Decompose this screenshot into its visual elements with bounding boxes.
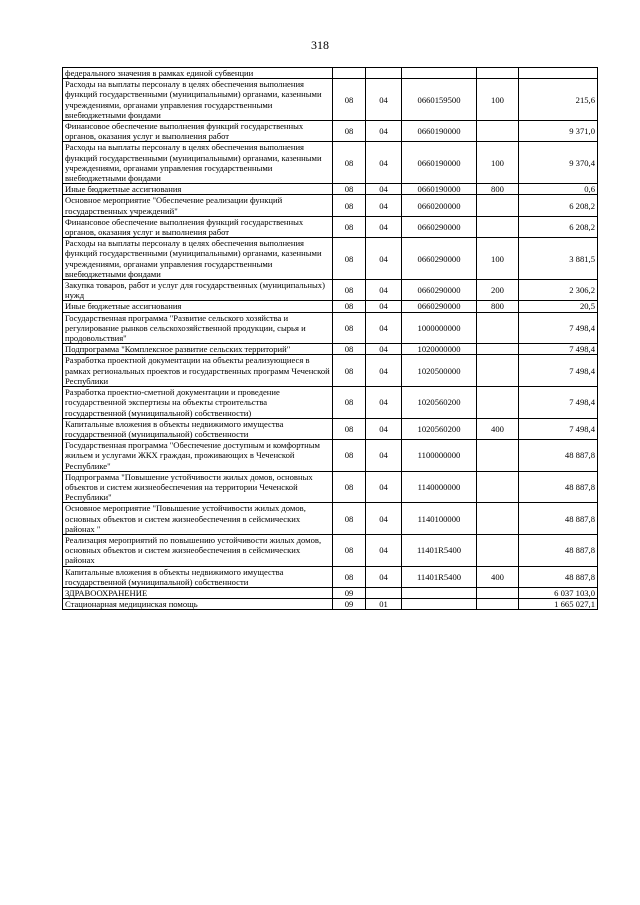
table-row [63,471,598,503]
section-code-cell [333,68,366,79]
amount-cell: 6 208,2 [519,195,598,216]
expense-type-cell [477,503,519,535]
target-article-cell: 1020500000 [402,355,477,387]
budget-table [62,67,598,610]
row-name-cell: федерального значения в рамках единой субвенции [63,68,333,79]
row-name-cell: Основное мероприятие "Обеспечение реализации функций государственных учреждений" [63,195,333,216]
expense-type-cell [477,195,519,216]
expense-type-cell [477,599,519,610]
row-name-cell: Государственная программа "Развитие сельского хозяйства и регулирование рынков сельскохозяйственной продукции, сырья и продовольствия" [63,312,333,344]
row-name-cell: Финансовое обеспечение выполнения функций государственных органов, оказания услуг и выполнения работ [63,121,333,142]
row-name-cell: Реализация мероприятий по повышению устойчивости жилых домов, основных объектов и систем жизнеобеспечения в сейсмических районах [63,534,333,566]
amount-cell: 7 498,4 [519,418,598,439]
section-code-cell: 08 [333,142,366,184]
table-row [63,238,598,280]
expense-type-cell [477,216,519,237]
table-row [63,216,598,237]
expense-type-cell [477,471,519,503]
subsection-code-cell: 04 [366,312,402,344]
table-row [63,534,598,566]
amount-cell: 7 498,4 [519,312,598,344]
expense-type-cell: 100 [477,79,519,121]
amount-cell: 7 498,4 [519,387,598,419]
target-article-cell [402,599,477,610]
expense-type-cell [477,387,519,419]
subsection-code-cell: 04 [366,184,402,195]
section-code-cell: 08 [333,418,366,439]
amount-cell: 9 370,4 [519,142,598,184]
expense-type-cell [477,587,519,598]
target-article-cell: 0660290000 [402,301,477,312]
row-name-cell: Разработка проектно-сметной документации и проведение государственной экспертизы на объекты строительства государственной (муниципальной) собственности) [63,387,333,419]
section-code-cell: 08 [333,355,366,387]
amount-cell: 6 208,2 [519,216,598,237]
section-code-cell: 08 [333,566,366,587]
section-code-cell: 08 [333,184,366,195]
section-code-cell: 08 [333,195,366,216]
target-article-cell: 0660290000 [402,280,477,301]
expense-type-cell [477,440,519,472]
budget-table-body [63,68,598,610]
amount-cell: 48 887,8 [519,471,598,503]
section-code-cell: 08 [333,534,366,566]
target-article-cell: 0660200000 [402,195,477,216]
subsection-code-cell [366,68,402,79]
page-number: 318 [311,38,329,52]
target-article-cell: 0660190000 [402,184,477,195]
amount-cell: 48 887,8 [519,566,598,587]
subsection-code-cell [366,587,402,598]
expense-type-cell: 400 [477,566,519,587]
row-name-cell: Стационарная медицинская помощь [63,599,333,610]
expense-type-cell: 800 [477,184,519,195]
table-row [63,312,598,344]
row-name-cell: ЗДРАВООХРАНЕНИЕ [63,587,333,598]
expense-type-cell: 800 [477,301,519,312]
table-row [63,184,598,195]
subsection-code-cell: 01 [366,599,402,610]
table-row [63,355,598,387]
subsection-code-cell: 04 [366,418,402,439]
expense-type-cell [477,121,519,142]
table-row [63,121,598,142]
row-name-cell: Закупка товаров, работ и услуг для государственных (муниципальных) нужд [63,280,333,301]
table-row [63,503,598,535]
amount-cell [519,68,598,79]
target-article-cell: 0660290000 [402,238,477,280]
target-article-cell: 1000000000 [402,312,477,344]
section-code-cell: 09 [333,587,366,598]
target-article-cell: 1020560200 [402,418,477,439]
table-row [63,280,598,301]
section-code-cell: 08 [333,471,366,503]
row-name-cell: Основное мероприятие "Повышение устойчивости жилых домов, основных объектов и систем жизнеобеспечения в сейсмических районах " [63,503,333,535]
table-row [63,387,598,419]
amount-cell: 48 887,8 [519,534,598,566]
subsection-code-cell: 04 [366,238,402,280]
amount-cell: 20,5 [519,301,598,312]
expense-type-cell: 100 [477,142,519,184]
target-article-cell: 1020560200 [402,387,477,419]
subsection-code-cell: 04 [366,503,402,535]
expense-type-cell [477,534,519,566]
table-row [63,301,598,312]
expense-type-cell [477,68,519,79]
section-code-cell: 09 [333,599,366,610]
target-article-cell: 1140100000 [402,503,477,535]
section-code-cell: 08 [333,121,366,142]
row-name-cell: Расходы на выплаты персоналу в целях обеспечения выполнения функций государственными (муниципальными) органами, казенными учреждениями, органами управления государственными внебюджетными фондами [63,238,333,280]
table-row [63,79,598,121]
section-code-cell: 08 [333,344,366,355]
expense-type-cell [477,344,519,355]
table-row [63,418,598,439]
row-name-cell: Расходы на выплаты персоналу в целях обеспечения выполнения функций государственными (муниципальными) органами, казенными учреждениями, органами управления государственными внебюджетными фондами [63,79,333,121]
target-article-cell: 1100000000 [402,440,477,472]
table-row [63,440,598,472]
section-code-cell: 08 [333,503,366,535]
row-name-cell: Расходы на выплаты персоналу в целях обеспечения выполнения функций государственными (муниципальными) органами, казенными учреждениями, органами управления государственными внебюджетными фондами [63,142,333,184]
target-article-cell: 1020000000 [402,344,477,355]
target-article-cell: 0660190000 [402,121,477,142]
table-row [63,587,598,598]
section-code-cell: 08 [333,280,366,301]
subsection-code-cell: 04 [366,566,402,587]
subsection-code-cell: 04 [366,142,402,184]
target-article-cell: 1140000000 [402,471,477,503]
section-code-cell: 08 [333,440,366,472]
row-name-cell: Подпрограмма "Комплексное развитие сельских территорий" [63,344,333,355]
row-name-cell: Разработка проектной документации на объекты реализующиеся в рамках региональных проектов и государственных программ Чеченской Республики [63,355,333,387]
section-code-cell: 08 [333,387,366,419]
target-article-cell: 0660190000 [402,142,477,184]
subsection-code-cell: 04 [366,387,402,419]
target-article-cell: 0660290000 [402,216,477,237]
amount-cell: 215,6 [519,79,598,121]
row-name-cell: Финансовое обеспечение выполнения функций государственных органов, оказания услуг и выполнения работ [63,216,333,237]
table-row [63,195,598,216]
expense-type-cell [477,312,519,344]
amount-cell: 3 881,5 [519,238,598,280]
section-code-cell: 08 [333,79,366,121]
amount-cell: 0,6 [519,184,598,195]
row-name-cell: Иные бюджетные ассигнования [63,184,333,195]
table-row [63,566,598,587]
amount-cell: 7 498,4 [519,344,598,355]
subsection-code-cell: 04 [366,355,402,387]
expense-type-cell: 400 [477,418,519,439]
expense-type-cell [477,355,519,387]
table-row [63,599,598,610]
target-article-cell: 11401R5400 [402,566,477,587]
table-row [63,68,598,79]
table-row [63,142,598,184]
row-name-cell: Капитальные вложения в объекты недвижимого имущества государственной (муниципальной) собственности [63,418,333,439]
amount-cell: 6 037 103,0 [519,587,598,598]
target-article-cell [402,587,477,598]
subsection-code-cell: 04 [366,195,402,216]
row-name-cell: Государственная программа "Обеспечение доступным и комфортным жильем и услугами ЖКХ граждан, проживающих в Чеченской Республике" [63,440,333,472]
amount-cell: 9 371,0 [519,121,598,142]
row-name-cell: Капитальные вложения в объекты недвижимого имущества государственной (муниципальной) собственности [63,566,333,587]
target-article-cell [402,68,477,79]
section-code-cell: 08 [333,301,366,312]
section-code-cell: 08 [333,312,366,344]
subsection-code-cell: 04 [366,471,402,503]
row-name-cell: Иные бюджетные ассигнования [63,301,333,312]
subsection-code-cell: 04 [366,121,402,142]
expense-type-cell: 200 [477,280,519,301]
subsection-code-cell: 04 [366,280,402,301]
subsection-code-cell: 04 [366,440,402,472]
target-article-cell: 11401R5400 [402,534,477,566]
table-row [63,344,598,355]
target-article-cell: 0660159500 [402,79,477,121]
expense-type-cell: 100 [477,238,519,280]
amount-cell: 7 498,4 [519,355,598,387]
amount-cell: 48 887,8 [519,440,598,472]
amount-cell: 2 306,2 [519,280,598,301]
subsection-code-cell: 04 [366,344,402,355]
subsection-code-cell: 04 [366,534,402,566]
amount-cell: 1 665 027,1 [519,599,598,610]
row-name-cell: Подпрограмма "Повышение устойчивости жилых домов, основных объектов и систем жизнеобеспечения на территории Чеченской Республики" [63,471,333,503]
subsection-code-cell: 04 [366,79,402,121]
amount-cell: 48 887,8 [519,503,598,535]
subsection-code-cell: 04 [366,216,402,237]
section-code-cell: 08 [333,238,366,280]
section-code-cell: 08 [333,216,366,237]
subsection-code-cell: 04 [366,301,402,312]
